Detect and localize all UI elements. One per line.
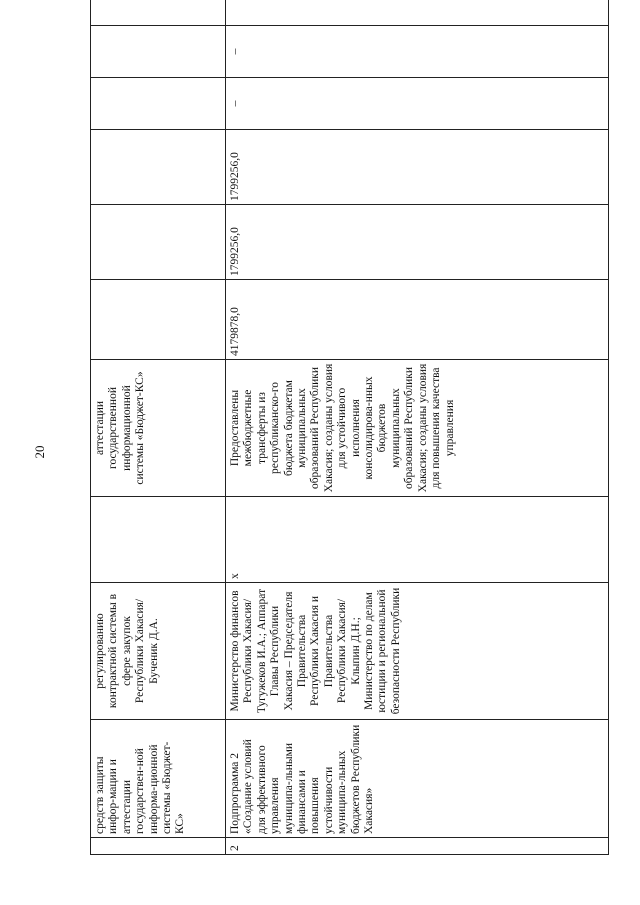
year-value-cell: [91, 78, 226, 130]
program-table: [90, 0, 609, 855]
row-number-cell: [91, 838, 226, 855]
program-name-cell: средств защиты инфор-мации и аттестации государствен-ной информа-ционной системы «Бюджет-КС»: [91, 720, 226, 838]
total-cell: 4179878,0: [226, 280, 609, 360]
total-cell: [91, 280, 226, 360]
year-value-cell: 1799256,0: [226, 205, 609, 280]
result-cell: Предоставлены межбюджетные трансферты из республиканско-го бюджета бюджетам муниципальных образований Республики Хакасия; созданы условия для устойчивого исполнения консолидирова-нных бюджетов муниципальных образований Республики Хакасия; созданы условия для повышения качества управления: [226, 360, 609, 497]
year-value-cell: [91, 205, 226, 280]
year-value-cell: [91, 130, 226, 205]
executors-cell: регулированию контрактной системы в сфере закупок Республики Хакасия/ Бученик Д.А.: [91, 583, 226, 720]
table-row: [91, 0, 226, 855]
result-cell: аттестации государственной информационной системы «Бюджет-КС»: [91, 360, 226, 497]
year-value-cell: –: [226, 78, 609, 130]
program-name-cell: Подпрограмма 2 «Создание условий для эффективного управления муниципа-льными финансами и повышения устойчивости муниципа-льных бюджетов Республики Хакасия»: [226, 720, 609, 838]
table-row: [226, 0, 609, 855]
mark-cell: х: [226, 497, 609, 583]
executors-cell: Министерство финансов Республики Хакасия/ Тугужеков И.А.; Аппарат Главы Республики Хакасия – Председателя Правительства Республики Хакасия и Правительства Республики Хакасия/ Клыпин Д.Н.; Министерство по делам юстиции и региональной безопасности Республики: [226, 583, 609, 720]
year-value-cell: [91, 0, 226, 26]
year-value-cell: [91, 26, 226, 78]
row-number-cell: 2: [226, 838, 609, 855]
mark-cell: [91, 497, 226, 583]
rotated-table-container: [90, 48, 600, 855]
year-value-cell: –: [226, 26, 609, 78]
page-number: 20: [32, 445, 47, 459]
year-value-cell: [226, 0, 609, 26]
year-value-cell: 1799256,0: [226, 130, 609, 205]
